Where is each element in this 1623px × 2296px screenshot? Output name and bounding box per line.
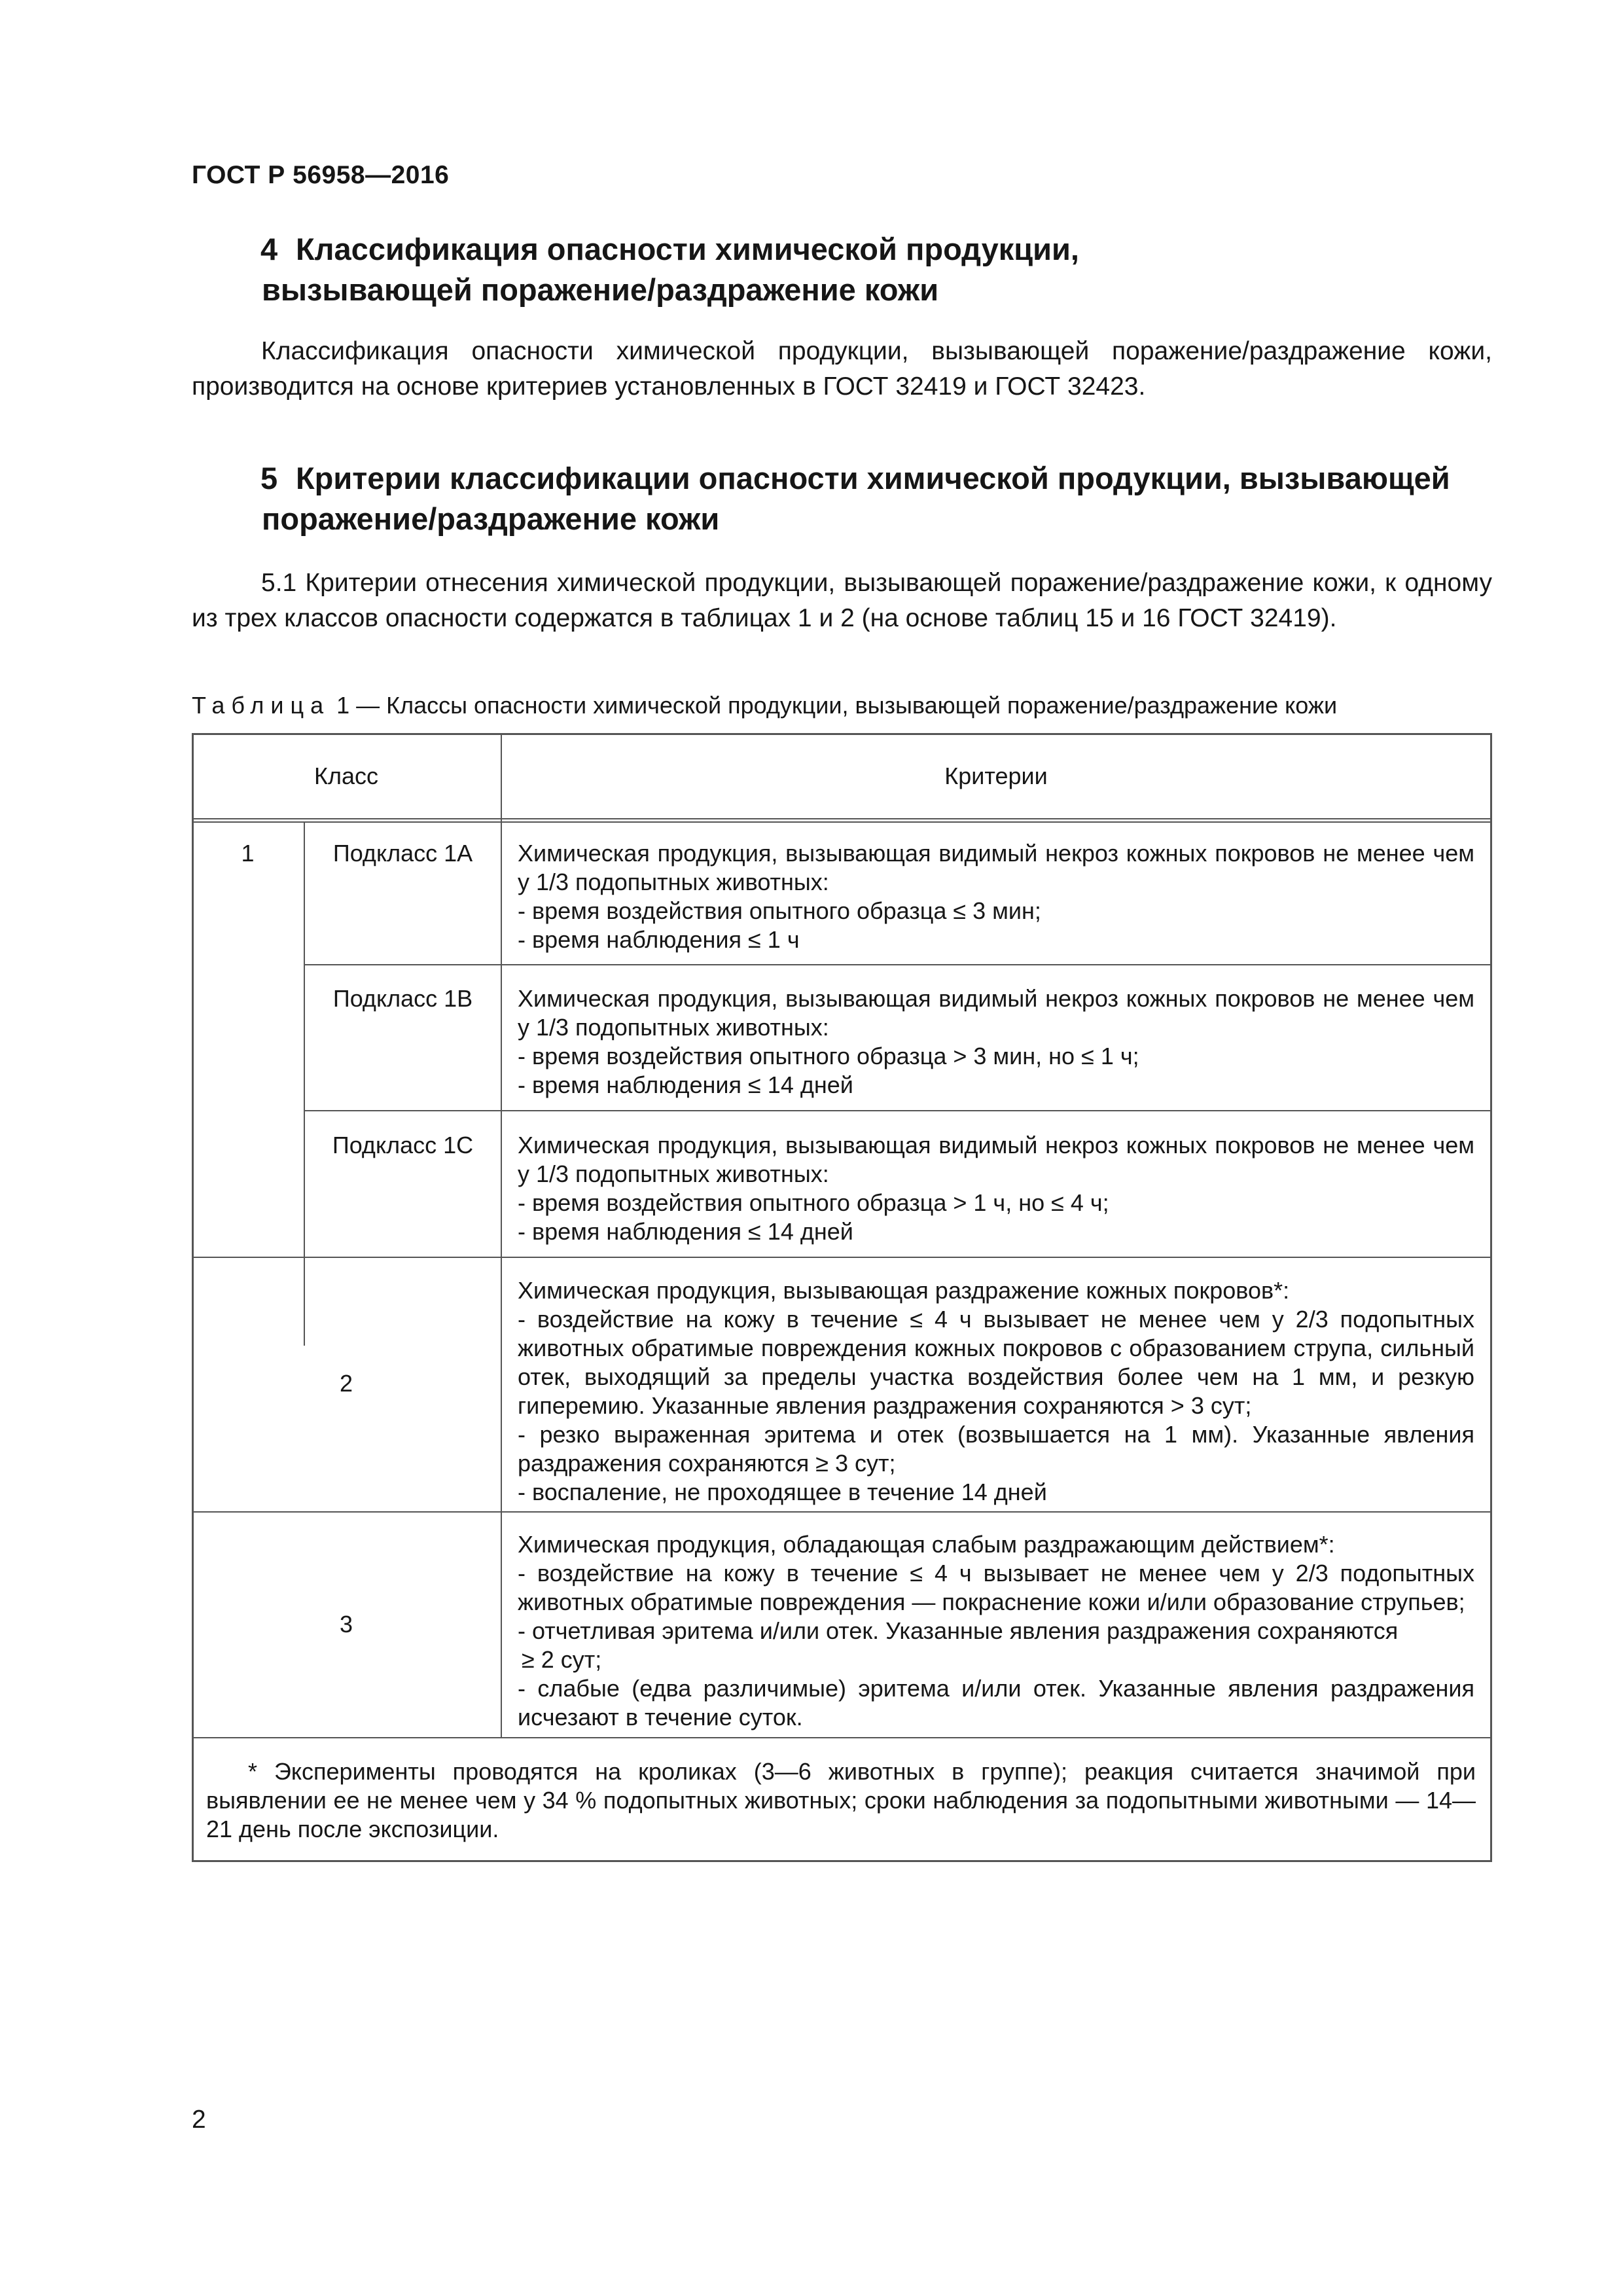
- section-4-title-line2: вызывающей поражение/раздражение кожи: [262, 272, 939, 307]
- table-border-bottom: [192, 1860, 1492, 1862]
- class-2-line: Химическая продукция, вызывающая раздражение кожных покровов*:: [518, 1277, 1290, 1304]
- table-caption-prefix: Таблица: [192, 692, 330, 719]
- class-3-line: ≥ 2 сут;: [522, 1646, 602, 1673]
- section-4-title-line1: Классификация опасности химической продукции,: [296, 232, 1079, 266]
- subclass-1b-criteria: [518, 984, 1474, 1100]
- page-number: 2: [192, 2106, 206, 2134]
- class-3-criteria: [518, 1530, 1474, 1732]
- section-5-title-line1: Критерии классификации опасности химической продукции, вызывающей: [296, 461, 1450, 495]
- section-5-title-line2: поражение/раздражение кожи: [262, 501, 720, 536]
- subclass-1b-line: - время воздействия опытного образца > 3 мин, но ≤ 1 ч;: [518, 1043, 1139, 1069]
- table-header-divider-2: [192, 821, 1492, 823]
- table-row-sep-1a: [304, 964, 1492, 965]
- section-5-title: [260, 458, 1504, 539]
- subclass-1a-line: - время воздействия опытного образца ≤ 3 мин;: [518, 897, 1041, 924]
- table-footnote: * Эксперименты проводятся на кроликах (3—6 животных в группе); реакция считается значимой при выявлении ее не менее чем у 34 % подопытных животных; сроки наблюдения за подопытными животными — 14—21 день после экспозиции.: [206, 1758, 1476, 1842]
- table-caption: [192, 692, 1337, 719]
- subclass-1a-line: - время наблюдения ≤ 1 ч: [518, 926, 800, 953]
- table-row-sep-1b: [304, 1110, 1492, 1111]
- class-2-criteria: [518, 1276, 1474, 1507]
- class-2-line: - воспаление, не проходящее в течение 14 дней: [518, 1479, 1047, 1505]
- table-row-sep-class1: [192, 1257, 1492, 1258]
- class-3-line: - воздействие на кожу в течение ≤ 4 ч вызывает не менее чем у 2/3 подопытных животных обратимые повреждения — покраснение кожи и/или образование струпьев;: [518, 1560, 1474, 1615]
- class-2-label: 2: [339, 1370, 353, 1397]
- class-2-line: - резко выраженная эритема и отек (возвышается на 1 мм). Указанные явления раздражения сохраняются ≥ 3 сут;: [518, 1421, 1474, 1477]
- table-border-right: [1490, 733, 1492, 1862]
- table-header-class: Класс: [314, 762, 378, 789]
- subclass-1b-label: Подкласс 1В: [332, 985, 473, 1012]
- subclass-1c-line: Химическая продукция, вызывающая видимый некроз кожных покровов не менее чем у 1/3 подопытных животных:: [518, 1132, 1474, 1187]
- class-3-line: - слабые (едва различимые) эритема и/или отек. Указанные явления раздражения исчезают в течение суток.: [518, 1675, 1474, 1731]
- document-id-header: ГОСТ Р 56958—2016: [192, 161, 450, 189]
- table-border-top: [192, 733, 1492, 735]
- table-caption-text: 1 — Классы опасности химической продукции, вызывающей поражение/раздражение кожи: [330, 692, 1338, 719]
- class-3-line: Химическая продукция, обладающая слабым раздражающим действием*:: [518, 1531, 1335, 1558]
- table-subclass-divider: [304, 823, 305, 1346]
- section-4-title: [260, 229, 1504, 310]
- class-2-line: - воздействие на кожу в течение ≤ 4 ч вызывает не менее чем у 2/3 подопытных животных обратимые повреждения кожных покровов с образованием струпа, сильный отек, выходящий за пределы участка воздействия более чем на 1 мм, и резкую гиперемию. Указанные явления раздражения сохраняются > 3 сут;: [518, 1306, 1474, 1419]
- subclass-1a-criteria: [518, 839, 1474, 954]
- table-header-divider: [192, 818, 1492, 819]
- class-3-label: 3: [339, 1611, 353, 1638]
- hazard-class-table: [192, 733, 1492, 1862]
- table-criteria-divider: [501, 733, 502, 1738]
- subclass-1c-line: - время воздействия опытного образца > 1 ч, но ≤ 4 ч;: [518, 1189, 1109, 1216]
- table-border-left: [192, 733, 194, 1862]
- section-4-paragraph: Классификация опасности химической продукции, вызывающей поражение/раздражение кожи, производится на основе критериев установленных в ГОСТ 32419 и ГОСТ 32423.: [192, 337, 1492, 401]
- class-1-label: 1: [241, 840, 255, 867]
- table-header-criteria: Критерии: [944, 762, 1048, 789]
- subclass-1c-line: - время наблюдения ≤ 14 дней: [518, 1218, 853, 1245]
- subclass-1a-label: Подкласс 1А: [332, 840, 473, 867]
- section-5-number: 5: [260, 461, 278, 495]
- subclass-1c-criteria: [518, 1131, 1474, 1246]
- table-row-sep-class3: [192, 1737, 1492, 1738]
- subclass-1c-label: Подкласс 1С: [332, 1132, 474, 1158]
- section-4-number: 4: [260, 232, 278, 266]
- subclass-1b-line: - время наблюдения ≤ 14 дней: [518, 1071, 853, 1098]
- subclass-1a-line: Химическая продукция, вызывающая видимый некроз кожных покровов не менее чем у 1/3 подопытных животных:: [518, 840, 1474, 895]
- subclass-1b-line: Химическая продукция, вызывающая видимый некроз кожных покровов не менее чем у 1/3 подопытных животных:: [518, 985, 1474, 1041]
- table-row-sep-class2: [192, 1511, 1492, 1513]
- class-3-line: - отчетливая эритема и/или отек. Указанные явления раздражения сохраняются: [518, 1617, 1399, 1644]
- section-5-paragraph: 5.1 Критерии отнесения химической продукции, вызывающей поражение/раздражение кожи, к одному из трех классов опасности содержатся в таблицах 1 и 2 (на основе таблиц 15 и 16 ГОСТ 32419).: [192, 569, 1492, 632]
